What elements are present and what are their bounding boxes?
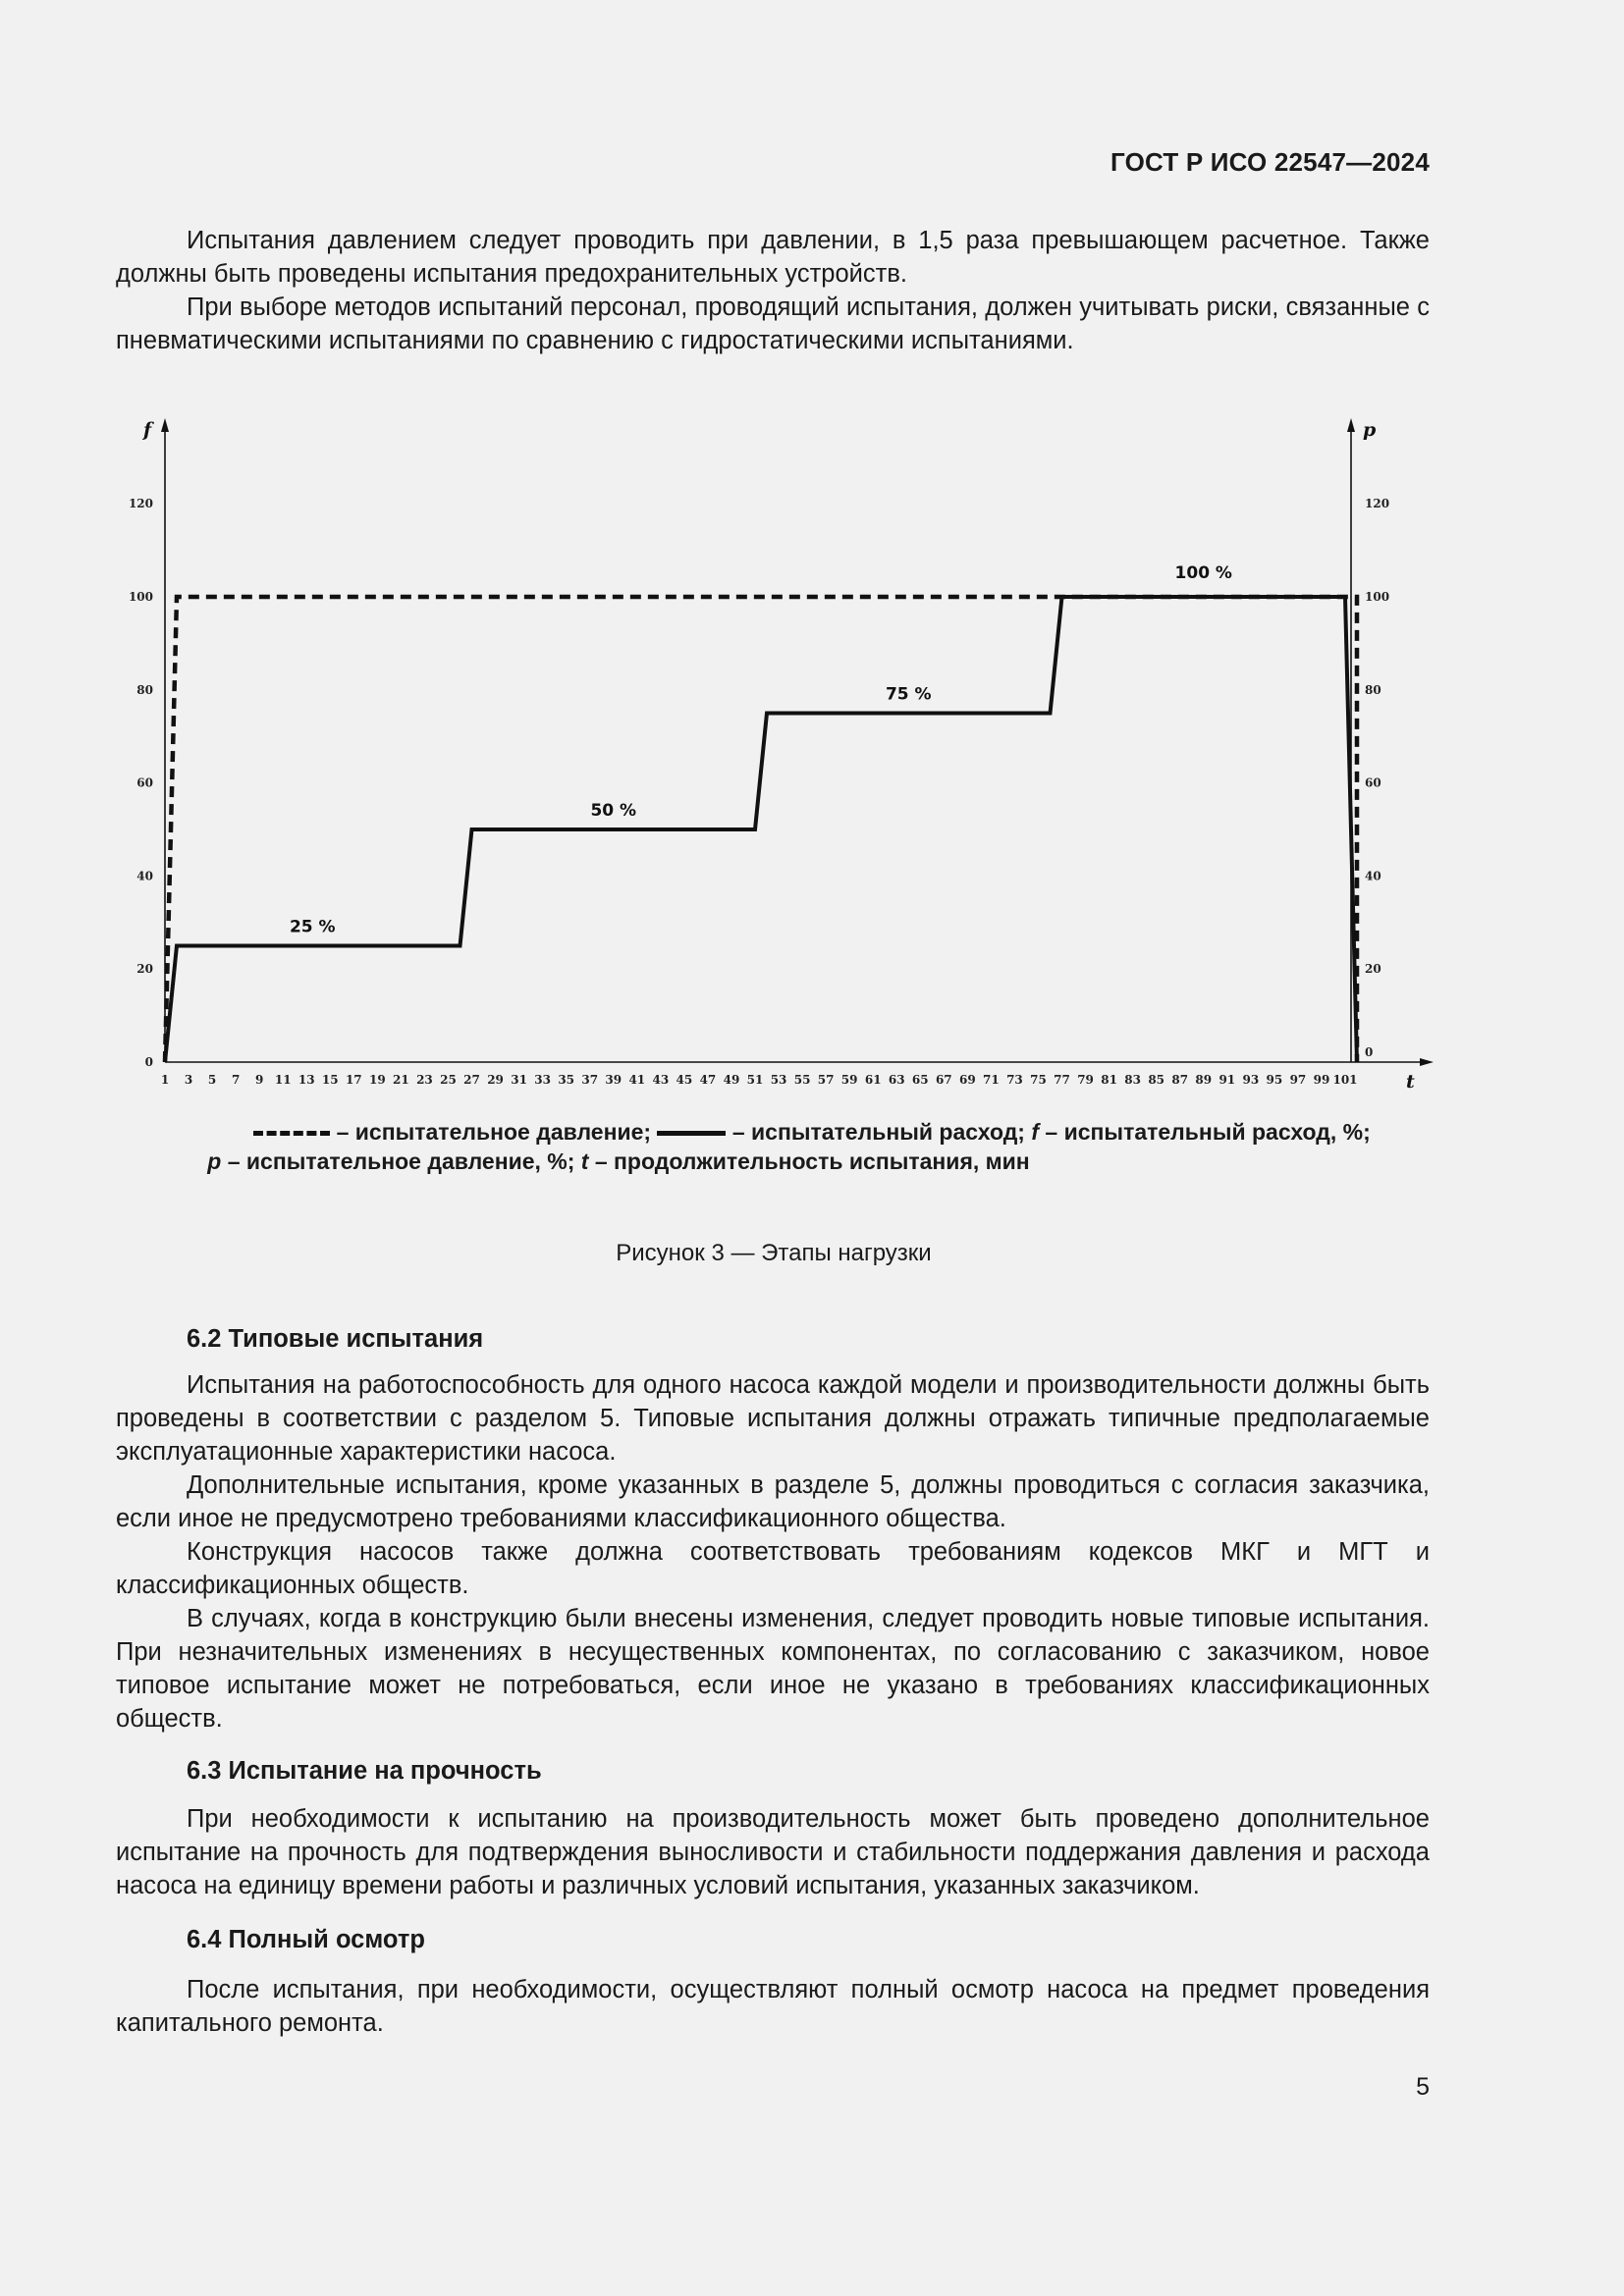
- intro-text: [116, 224, 1430, 357]
- x-tick-label: 87: [1171, 1073, 1189, 1087]
- left-axis-arrow: [161, 418, 169, 432]
- section-heading-6-3: 6.3 Испытание на прочность: [187, 1757, 542, 1785]
- legend-dashed-swatch: [253, 1131, 330, 1136]
- x-tick-label: 31: [511, 1073, 527, 1087]
- legend-p-symbol: p: [207, 1148, 222, 1174]
- legend-f-symbol: f: [1031, 1119, 1040, 1145]
- axis-label-p: p: [1363, 419, 1377, 441]
- right-y-tick-label: 120: [1365, 497, 1390, 511]
- right-y-tick-label: 80: [1365, 682, 1381, 697]
- x-tick-label: 101: [1332, 1073, 1358, 1087]
- legend-solid-swatch: [657, 1131, 726, 1136]
- x-tick-label: 33: [534, 1073, 551, 1087]
- chart-annotation: 75 %: [885, 684, 932, 705]
- paragraph: Конструкция насосов также должна соответствовать требованиям кодексов МКГ и МГТ и классификационных обществ.: [116, 1538, 1430, 1599]
- x-tick-label: 25: [440, 1073, 457, 1087]
- x-tick-label: 15: [321, 1073, 339, 1087]
- x-tick-label: 23: [416, 1073, 433, 1087]
- x-tick-label: 97: [1289, 1073, 1307, 1087]
- figure-caption: Рисунок 3 — Этапы нагрузки: [616, 1240, 932, 1266]
- x-tick-label: 57: [817, 1073, 835, 1087]
- x-tick-label: 79: [1077, 1073, 1094, 1087]
- paragraph: При выборе методов испытаний персонал, проводящий испытания, должен учитывать риски, связанные с пневматическими испытаниями по сравнению с гидростатическими испытаниями.: [116, 294, 1430, 354]
- x-tick-label: 7: [231, 1073, 241, 1087]
- section-6-2-text: [116, 1368, 1430, 1735]
- chart-annotation: 100 %: [1174, 563, 1232, 584]
- right-y-tick-label: 20: [1365, 962, 1381, 977]
- right-y-tick-label: 0: [1365, 1045, 1374, 1059]
- left-y-tick-label: 0: [144, 1055, 153, 1069]
- left-y-tick-label: 120: [128, 497, 153, 511]
- x-tick-label: 51: [746, 1073, 764, 1087]
- x-tick-label: 69: [959, 1073, 976, 1087]
- chart-annotations: [290, 563, 1232, 936]
- x-tick-label: 55: [793, 1073, 811, 1087]
- x-tick-label: 41: [628, 1073, 646, 1087]
- legend-t-symbol: t: [580, 1148, 589, 1174]
- axis-label-t: t: [1406, 1071, 1415, 1093]
- x-tick-label: 39: [605, 1073, 623, 1087]
- x-tick-label: 67: [935, 1073, 952, 1087]
- legend-f-text: – испытательный расход, %;: [1045, 1119, 1371, 1145]
- x-tick-label: 1: [160, 1073, 170, 1087]
- x-tick-label: 9: [254, 1073, 264, 1087]
- x-tick-label: 5: [207, 1073, 217, 1087]
- x-tick-label: 17: [345, 1073, 362, 1087]
- chart-axes: [141, 418, 1434, 1093]
- paragraph: В случаях, когда в конструкцию были внесены изменения, следует проводить новые типовые испытания. При незначительных изменениях в несущественных компонентах, по согласованию с заказчиком, новое типовое испытание может не потребоваться, если иное не указано в требованиях классификационных обществ.: [116, 1605, 1430, 1733]
- x-tick-label: 59: [840, 1073, 858, 1087]
- chart-legend-line1: [0, 1119, 1624, 1146]
- x-tick-label: 49: [723, 1073, 740, 1087]
- x-tick-label: 11: [274, 1073, 292, 1087]
- left-y-tick-label: 60: [136, 775, 153, 790]
- legend-dashed-text: – испытательное давление;: [336, 1119, 652, 1145]
- legend-solid-text: – испытательный расход;: [731, 1119, 1025, 1145]
- chart-annotation: 25 %: [289, 917, 336, 937]
- chart-annotation: 50 %: [590, 800, 637, 821]
- section-heading-6-2: 6.2 Типовые испытания: [187, 1325, 484, 1353]
- section-heading-6-4: 6.4 Полный осмотр: [187, 1926, 425, 1953]
- page-number: 5: [1416, 2073, 1430, 2101]
- paragraph: Дополнительные испытания, кроме указанных в разделе 5, должны проводиться с согласия заказчика, если иное не предусмотрено требованиями классификационного общества.: [116, 1471, 1430, 1532]
- x-tick-label: 21: [393, 1073, 409, 1087]
- x-tick-label: 65: [911, 1073, 929, 1087]
- axis-label-f: f: [143, 419, 152, 441]
- left-y-tick-label: 20: [136, 962, 153, 977]
- x-tick-label: 61: [864, 1073, 882, 1087]
- right-y-tick-label: 40: [1365, 869, 1381, 883]
- x-tick-label: 77: [1054, 1073, 1070, 1087]
- x-tick-label: 91: [1218, 1073, 1236, 1087]
- x-tick-label: 29: [487, 1073, 504, 1087]
- paragraph: Испытания на работоспособность для одного насоса каждой модели и производительности должны быть проведены в соответствии с разделом 5. Типовые испытания должны отражать типичные предполагаемые эксплуатационные характеристики насоса.: [116, 1371, 1430, 1466]
- x-tick-label: 75: [1030, 1073, 1047, 1087]
- x-tick-label: 99: [1313, 1073, 1330, 1087]
- paragraph: При необходимости к испытанию на производительность может быть проведено дополнительное испытание на прочность для подтверждения выносливости и стабильности поддержания давления и расхода насоса на единицу времени работы и различных условий испытания, указанных заказчиком.: [116, 1805, 1430, 1899]
- chart-series: [165, 597, 1357, 1062]
- x-tick-label: 95: [1266, 1073, 1283, 1087]
- section-6-3-text: [116, 1802, 1430, 1902]
- x-tick-label: 73: [1006, 1073, 1023, 1087]
- left-y-tick-label: 100: [128, 590, 153, 604]
- load-stages-chart: [108, 410, 1443, 1117]
- x-tick-label: 35: [558, 1073, 575, 1087]
- right-y-tick-label: 100: [1365, 590, 1390, 604]
- x-tick-label: 85: [1148, 1073, 1165, 1087]
- right-axis-arrow: [1347, 418, 1355, 432]
- x-tick-label: 45: [676, 1073, 693, 1087]
- x-tick-label: 47: [699, 1073, 717, 1087]
- legend-p-text: – испытательное давление, %;: [227, 1148, 575, 1174]
- x-tick-label: 71: [983, 1073, 1000, 1087]
- series-flow-line: [165, 597, 1357, 1062]
- x-tick-label: 3: [184, 1073, 193, 1087]
- x-tick-label: 19: [369, 1073, 386, 1087]
- x-tick-label: 43: [652, 1073, 670, 1087]
- left-y-tick-label: 80: [136, 682, 153, 697]
- x-tick-label: 53: [770, 1073, 787, 1087]
- x-tick-label: 81: [1101, 1073, 1117, 1087]
- x-tick-label: 37: [581, 1073, 599, 1087]
- x-axis-arrow: [1420, 1058, 1434, 1066]
- right-y-tick-label: 60: [1365, 775, 1381, 790]
- section-6-4-text: [116, 1973, 1430, 2040]
- legend-t-text: – продолжительность испытания, мин: [594, 1148, 1030, 1174]
- series-pressure-line: [165, 597, 1357, 1062]
- paragraph: После испытания, при необходимости, осуществляют полный осмотр насоса на предмет проведения капитального ремонта.: [116, 1976, 1430, 2037]
- x-tick-label: 89: [1195, 1073, 1213, 1087]
- x-tick-label: 27: [463, 1073, 480, 1087]
- x-tick-label: 63: [888, 1073, 905, 1087]
- x-tick-label: 13: [298, 1073, 315, 1087]
- paragraph: Испытания давлением следует проводить при давлении, в 1,5 раза превышающем расчетное. Также должны быть проведены испытания предохранительных устройств.: [116, 227, 1430, 288]
- document-id: ГОСТ Р ИСО 22547—2024: [1110, 147, 1430, 177]
- left-y-tick-label: 40: [136, 869, 153, 883]
- x-tick-label: 83: [1124, 1073, 1141, 1087]
- x-tick-label: 93: [1242, 1073, 1260, 1087]
- chart-legend-line2: [0, 1148, 1237, 1175]
